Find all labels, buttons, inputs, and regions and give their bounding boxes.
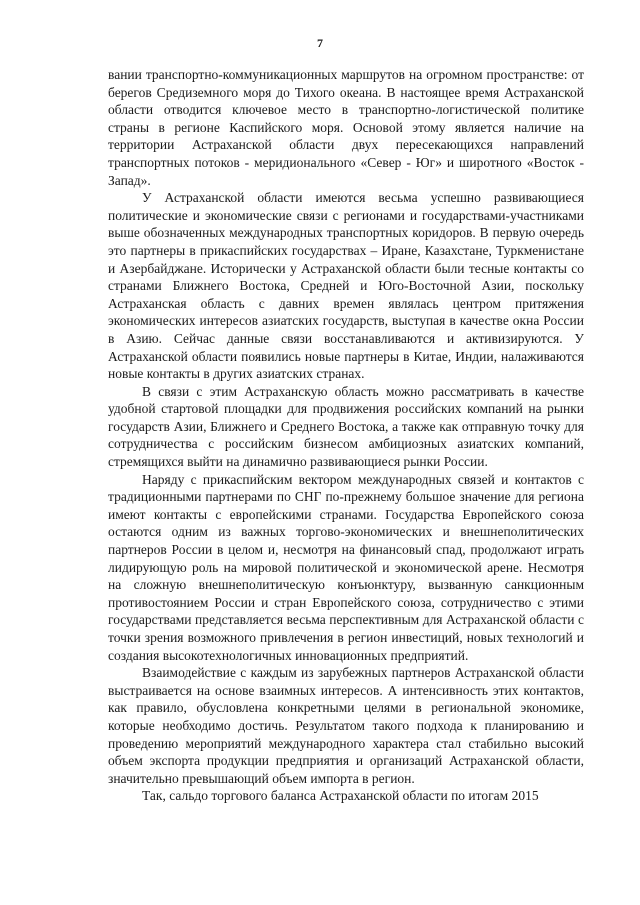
paragraph-starting-platform: В связи с этим Астраханскую область можно рассматривать в качестве удобной стартовой площадки для продвижения российских компаний на рынки государств Азии, Ближнего и Среднего Востока, а также как отправную точку для сотрудничества с российским бизнесом амбициозных азиатских компаний, стремящихся выйти на динамично развивающиеся рынки России.: [108, 383, 584, 470]
paragraph-european-contacts: Наряду с прикаспийским вектором международных связей и контактов с традиционными партнерами по СНГ по-прежнему большое значение для региона имеют контакты с европейскими странами. Государства Европейского союза остаются одним из важных торгово-экономических и внешнеполитических партнеров России в целом и, несмотря на финансовый спад, продолжают играть лидирующую роль на мировой политической и экономической арене. Несмотря на сложную внешнеполитическую конъюнктуру, вызванную санкционным противостоянием России и стран Европейского союза, сотрудничество с этими государствами представляется весьма перспективным для Астраханской области с точки зрения возможного привлечения в регион инвестиций, новых технологий и создания высокотехнологичных инновационных предприятий.: [108, 471, 584, 663]
paragraph-mutual-interests: Взаимодействие с каждым из зарубежных партнеров Астраханской области выстраивается на основе взаимных интересов. А интенсивность этих контактов, как правило, обусловлена конкретными целями в региональной экономике, которые необходимо достичь. Результатом такого подхода к планированию и проведению мероприятий международного характера стал стабильно высокий объем экспорта продукции предприятия и организаций Астраханской области, значительно превышающий объем импорта в регион.: [108, 665, 584, 786]
paragraph-asian-partners: У Астраханской области имеются весьма успешно развивающиеся политические и экономические связи с регионами и государствами-участниками выше обозначенных международных транспортных коридоров. В первую очередь это партнеры в прикаспийских государствах – Иране, Казахстане, Туркменистане и Азербайджане. Исторически у Астраханской области были тесные контакты со странами Ближнего Востока, Средней и Юго-Восточной Азии, поскольку Астраханская область с давних времен являлась центром притяжения экономических интересов азиатских государств, выступая в качестве окна России в Азию. Сейчас данные связи восстанавливаются и активизируются. У Астраханской области появились новые партнеры в Китае, Индии, налаживаются новые контакты в других азиатских странах.: [108, 190, 584, 382]
body-text: [108, 66, 584, 805]
paragraph-transport-routes: вании транспортно-коммуникационных маршрутов на огромном пространстве: от берегов Средиземного моря до Тихого океана. В настоящее время Астраханской области отводится ключевое место в транспортно-логистической политике страны в регионе Каспийского моря. Основой этому является наличие на территории Астраханской области двух пересекающихся направлений транспортных потоков - меридионального «Север - Юг» и широтного «Восток - Запад».: [108, 67, 584, 188]
page-number: 7: [317, 36, 323, 50]
paragraph-trade-balance: Так, сальдо торгового баланса Астраханской области по итогам 2015: [142, 788, 539, 804]
